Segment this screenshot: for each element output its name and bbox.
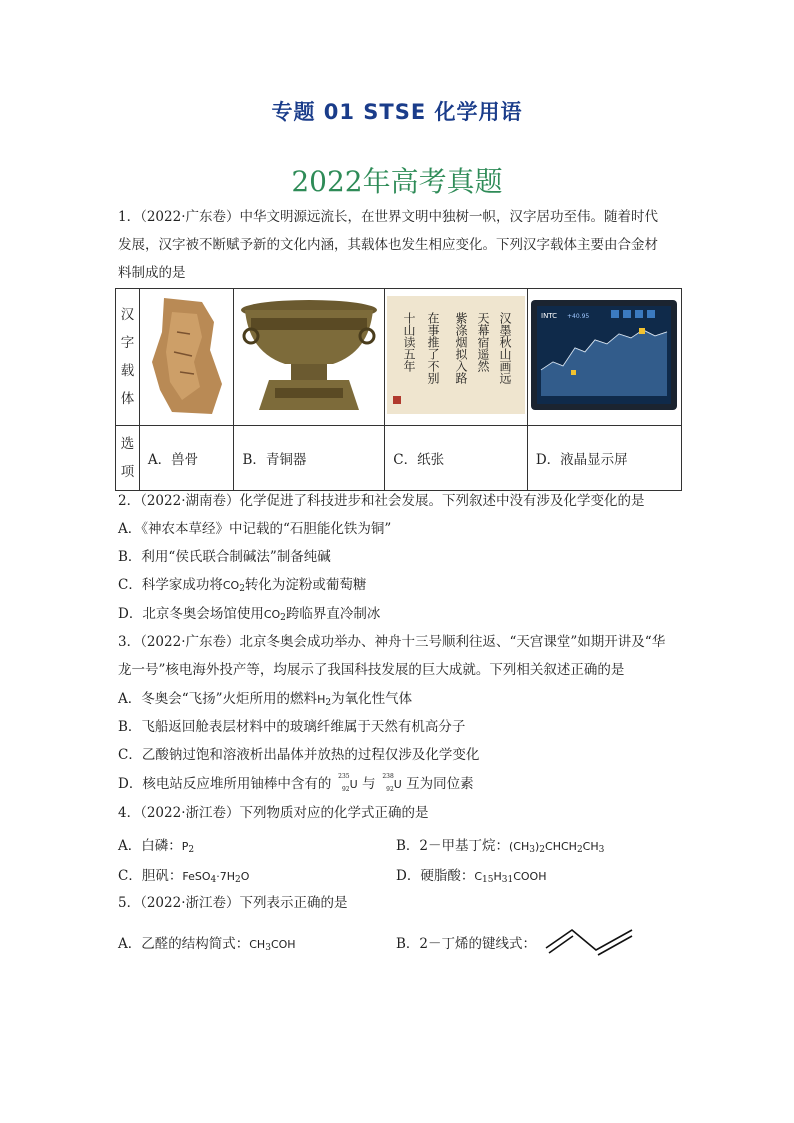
q2-option-c[interactable]: C．科学家成功将$CO_2$转化为淀粉或葡萄糖 bbox=[118, 577, 367, 594]
q3-option-d[interactable]: D．核电站反应堆所用铀棒中含有的 235 92 U 与 238 92 U 互为同位素 bbox=[118, 773, 474, 793]
q4-option-c[interactable]: C．胆矾：$FeSO_4\cdot 7H_2O$ bbox=[118, 868, 250, 885]
q3-stem-line2: 龙一号”核电海外投产等，均展示了我国科技发展的巨大成就。下列相关叙述正确的是 bbox=[118, 662, 625, 678]
q2-option-b[interactable]: B．利用“侯氏联合制碱法”制备纯碱 bbox=[118, 549, 331, 565]
row-header-option: 选 项 bbox=[116, 426, 140, 491]
q3-option-b[interactable]: B．飞船返回舱表层材料中的玻璃纤维属于天然有机高分子 bbox=[118, 719, 466, 735]
q1-option-b[interactable]: B．青铜器 bbox=[234, 426, 385, 491]
svg-text:十山读五年: 十山读五年 bbox=[402, 312, 417, 372]
svg-text:在事推了不别: 在事推了不别 bbox=[426, 312, 441, 384]
q3-option-a[interactable]: A．冬奥会“飞扬”火炬所用的燃料$H_2$为氧化性气体 bbox=[118, 691, 413, 708]
svg-text:紫涤烟拟入路: 紫涤烟拟入路 bbox=[454, 312, 469, 384]
lcd-screen-image bbox=[527, 289, 681, 426]
svg-text:+40.95: +40.95 bbox=[567, 313, 590, 320]
q1-carrier-table bbox=[115, 288, 682, 491]
q2-option-a[interactable]: A．《神农本草经》中记载的“石胆能化铁为铜” bbox=[118, 521, 392, 537]
svg-text:天幕宿遥然: 天幕宿遥然 bbox=[476, 312, 491, 372]
q1-stem-line2: 发展，汉字被不断赋予新的文化内涵，其载体也发生相应变化。下列汉字载体主要由合金材 bbox=[118, 237, 658, 253]
q5-option-b[interactable]: B．2－丁烯的键线式： bbox=[396, 936, 537, 952]
q4-stem: 4．（2022·浙江卷）下列物质对应的化学式正确的是 bbox=[118, 805, 429, 821]
paper-calligraphy-image bbox=[385, 289, 528, 426]
q2-option-d[interactable]: D．北京冬奥会场馆使用$CO_2$跨临界直冷制冰 bbox=[118, 606, 381, 623]
butene-skeletal-formula bbox=[544, 922, 636, 956]
q5-option-a[interactable]: A．乙醛的结构简式：$CH_3COH$ bbox=[118, 936, 296, 953]
q4-option-d[interactable]: D．硬脂酸：$C_{15}H_{31}COOH$ bbox=[396, 868, 547, 885]
q1-option-c[interactable]: C．纸张 bbox=[385, 426, 528, 491]
row-header-carrier: 汉 字 载 体 bbox=[116, 289, 140, 426]
q4-option-a[interactable]: A．白磷：$P_2$ bbox=[118, 838, 195, 855]
q1-option-a[interactable]: A．兽骨 bbox=[139, 426, 234, 491]
svg-text:汉墨秋山画远: 汉墨秋山画远 bbox=[498, 312, 513, 384]
q4-option-b[interactable]: B．2－甲基丁烷：$(CH_3)_2CHCH_2CH_3$ bbox=[396, 838, 605, 855]
q5-stem: 5．（2022·浙江卷）下列表示正确的是 bbox=[118, 895, 348, 911]
q1-stem-line3: 料制成的是 bbox=[118, 265, 186, 281]
q1-option-d[interactable]: D．液晶显示屏 bbox=[527, 426, 681, 491]
q1-stem-line1: 1．（2022·广东卷）中华文明源远流长，在世界文明中独树一帜，汉字居功至伟。随着时代 bbox=[118, 209, 658, 225]
q3-stem-line1: 3．（2022·广东卷）北京冬奥会成功举办、神舟十三号顺利往返、“天宫课堂”如期开讲及“华 bbox=[118, 634, 666, 650]
section-subtitle: 2022年高考真题 bbox=[291, 165, 503, 198]
svg-text:INTC: INTC bbox=[541, 312, 558, 320]
page-title: 专题 01 STSE 化学用语 bbox=[271, 100, 523, 124]
bone-image bbox=[139, 289, 234, 426]
q2-stem: 2．（2022·湖南卷）化学促进了科技进步和社会发展。下列叙述中没有涉及化学变化的是 bbox=[118, 493, 645, 509]
q3-option-c[interactable]: C．乙酸钠过饱和溶液析出晶体并放热的过程仅涉及化学变化 bbox=[118, 747, 480, 763]
bronze-vessel-image bbox=[234, 289, 385, 426]
